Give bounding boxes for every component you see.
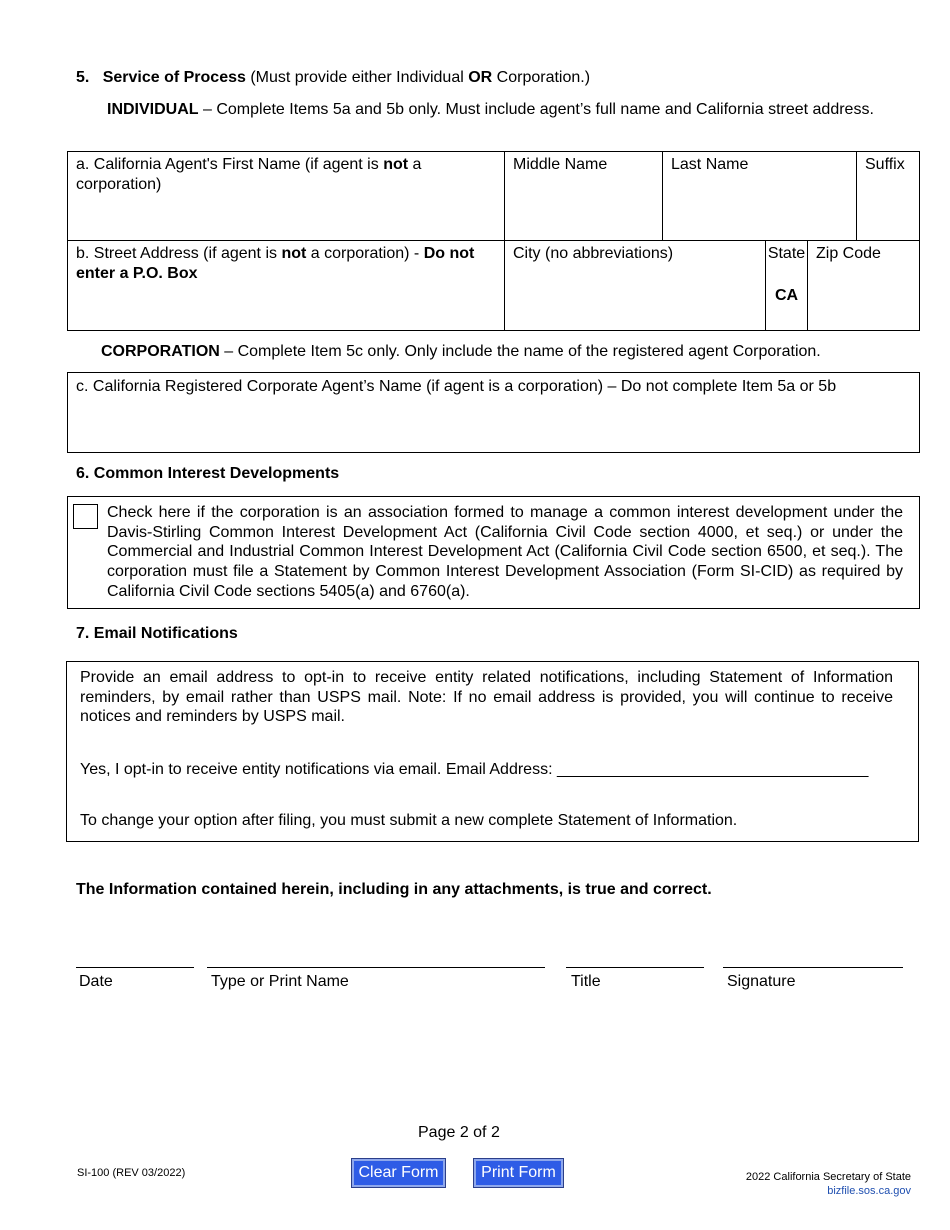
- date-field[interactable]: [76, 967, 194, 968]
- signature-label: Signature: [727, 973, 796, 990]
- individual-instruction: [107, 100, 897, 120]
- agent-last-name-field[interactable]: Last Name: [671, 156, 749, 173]
- corporation-instruction: [101, 343, 821, 361]
- title-field[interactable]: [566, 967, 704, 968]
- individual-label: INDIVIDUAL: [107, 101, 199, 118]
- corporate-agent-name-field[interactable]: [67, 372, 920, 453]
- email-optin-field[interactable]: Yes, I opt-in to receive entity notifications via email. Email Address: ___________________________________: [80, 761, 869, 778]
- signature-field[interactable]: [723, 967, 903, 968]
- agent-city-field[interactable]: City (no abbreviations): [513, 245, 674, 262]
- website-link[interactable]: bizfile.sos.ca.gov: [827, 1185, 911, 1197]
- section-title: Service of Process: [102, 69, 246, 86]
- section-subtitle: (Must provide either Individual: [245, 69, 469, 86]
- cid-checkbox[interactable]: [73, 504, 98, 529]
- email-change-note: To change your option after filing, you must submit a new complete Statement of Information.: [80, 812, 738, 829]
- state-label: State: [767, 245, 806, 262]
- certification-statement: The Information contained herein, including in any attachments, is true and correct.: [76, 881, 712, 898]
- section-6-heading: 6. Common Interest Developments: [76, 465, 340, 482]
- agent-street-address-field[interactable]: b. Street Address (if agent is not a corporation) - Do not enter a P.O. Box: [76, 245, 475, 282]
- print-form-button[interactable]: Print Form: [474, 1159, 563, 1187]
- section-7-heading: 7. Email Notifications: [76, 625, 238, 642]
- print-name-label: Type or Print Name: [211, 973, 349, 990]
- page-number: Page 2 of 2: [418, 1124, 500, 1141]
- section-subtitle-end: Corporation.): [492, 69, 591, 86]
- cid-checkbox-text: Check here if the corporation is an association formed to manage a common interest development under the Davis-Stirling Common Interest Development Act (California Civil Code section 4000, et seq.) or under the Commercial and Industrial Common Interest Development Act (California Civil Code section 6500, et seq.). The corporation must file a Statement by Common Interest Development Association (Form SI-CID) as required by California Civil Code sections 5405(a) and 6760(a).: [107, 504, 903, 600]
- agent-middle-name-field[interactable]: Middle Name: [513, 156, 608, 173]
- section-5-heading: [76, 69, 590, 87]
- corporation-label: CORPORATION: [101, 343, 220, 360]
- title-label: Title: [571, 973, 601, 990]
- section-number: 5.: [76, 69, 90, 86]
- email-description: Provide an email address to opt-in to receive entity related notifications, including Statement of Information reminders, by email rather than USPS mail. Note: If no email address is provided, you will continue to receive notices and reminders by USPS mail.: [80, 669, 893, 726]
- print-name-field[interactable]: [207, 967, 545, 968]
- date-label: Date: [79, 973, 113, 990]
- clear-form-button[interactable]: Clear Form: [352, 1159, 445, 1187]
- corporation-text: – Complete Item 5c only. Only include the name of the registered agent Corporation.: [219, 343, 821, 360]
- state-value: CA: [774, 287, 799, 304]
- corporate-agent-label: c. California Registered Corporate Agent’s Name (if agent is a corporation) – Do not complete Item 5a or 5b: [76, 378, 837, 395]
- form-id: SI-100 (REV 03/2022): [77, 1167, 186, 1179]
- agent-zip-field[interactable]: Zip Code: [816, 245, 881, 262]
- copyright: 2022 California Secretary of State: [745, 1171, 911, 1183]
- agent-suffix-field[interactable]: Suffix: [865, 156, 905, 173]
- agent-first-name-field[interactable]: a. California Agent's First Name (if agent is not a corporation): [76, 156, 422, 193]
- section-subtitle-or: OR: [468, 69, 493, 86]
- agent-state-field: [766, 241, 807, 330]
- individual-text: – Complete Items 5a and 5b only. Must include agent’s full name and California street address.: [198, 101, 874, 118]
